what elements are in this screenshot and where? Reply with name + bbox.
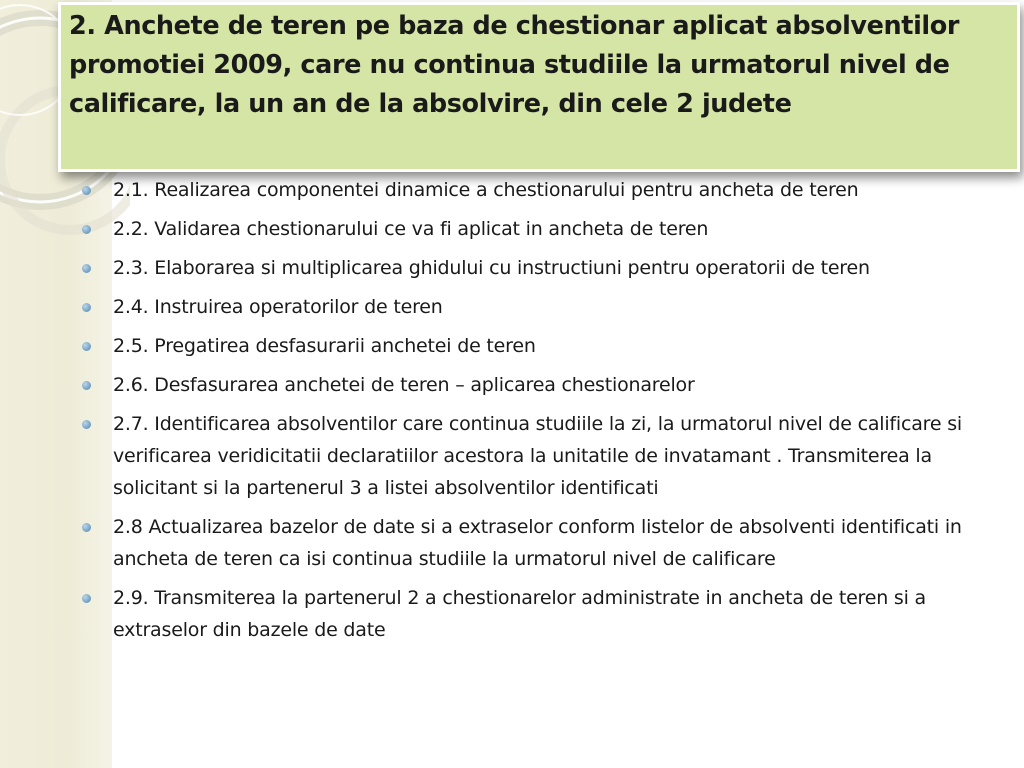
list-item-text: 2.5. Pregatirea desfasurarii anchetei de teren <box>113 335 536 357</box>
bullet-icon <box>82 342 91 351</box>
list-item-text: 2.8 Actualizarea bazelor de date si a extraselor conform listelor de absolventi identificati in ancheta de teren ca isi continua studiile la urmatorul nivel de calificare <box>113 516 962 570</box>
slide-title: 2. Anchete de teren pe baza de chestionar aplicat absolventilor promotiei 2009, care nu continua studiile la urmatorul nivel de calificare, la un an de la absolvire, din cele 2 judete <box>69 11 960 119</box>
list-item <box>80 330 980 362</box>
list-item-text: 2.4. Instruirea operatorilor de teren <box>113 296 443 318</box>
list-item-text: 2.3. Elaborarea si multiplicarea ghidului cu instructiuni pentru operatorii de teren <box>113 257 870 279</box>
bullet-icon <box>82 420 91 429</box>
list-item <box>80 252 980 284</box>
list-item <box>80 174 980 206</box>
bullet-icon <box>82 303 91 312</box>
list-item-text: 2.7. Identificarea absolventilor care continua studiile la zi, la urmatorul nivel de calificare si verificarea veridicitatii declaratiilor acestora la unitatile de invatamant . Transmiterea la solicitant si la partenerul 3 a listei absolventilor identificati <box>113 413 962 499</box>
bullet-icon <box>82 225 91 234</box>
bullet-icon <box>82 186 91 195</box>
list-item <box>80 408 980 504</box>
title-box <box>58 2 1020 172</box>
list-item <box>80 213 980 245</box>
list-item <box>80 291 980 323</box>
bullet-list <box>80 174 980 653</box>
list-item-text: 2.1. Realizarea componentei dinamice a chestionarului pentru ancheta de teren <box>113 179 859 201</box>
list-item <box>80 582 980 646</box>
list-item <box>80 369 980 401</box>
list-item-text: 2.9. Transmiterea la partenerul 2 a chestionarelor administrate in ancheta de teren si a extraselor din bazele de date <box>113 587 926 641</box>
bullet-icon <box>82 594 91 603</box>
list-item <box>80 511 980 575</box>
list-item-text: 2.6. Desfasurarea anchetei de teren – aplicarea chestionarelor <box>113 374 695 396</box>
bullet-icon <box>82 381 91 390</box>
bullet-icon <box>82 264 91 273</box>
bullet-icon <box>82 523 91 532</box>
list-item-text: 2.2. Validarea chestionarului ce va fi aplicat in ancheta de teren <box>113 218 709 240</box>
